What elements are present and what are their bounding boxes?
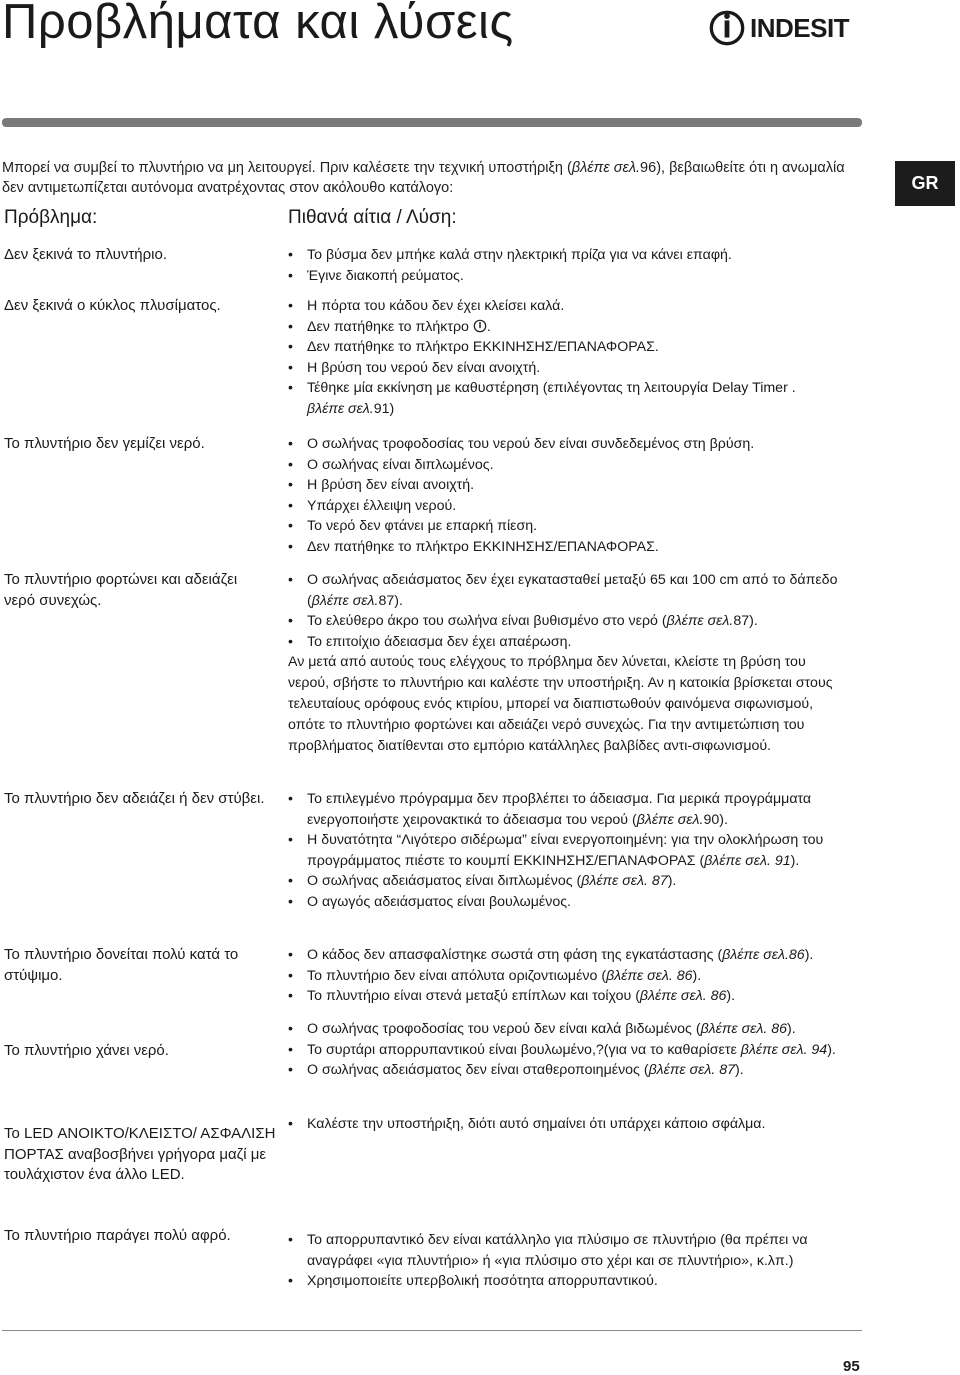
cause-item: • Έγινε διακοπή ρεύματος.	[288, 266, 868, 287]
cause-item: • Δεν πατήθηκε το πλήκτρο ΕΚΚΙΝΗΣΗΣ/ΕΠΑΝΑΦΟΡΑΣ.	[288, 537, 868, 558]
cause-item: • Ο σωλήνας τροφοδοσίας του νερού δεν είναι καλά βιδωμένος (βλέπε σελ. 86).	[288, 1019, 848, 1040]
cause-item: • Ο κάδος δεν απασφαλίστηκε σωστά στη φάση της εγκατάστασης (βλέπε σελ.86).	[288, 945, 868, 966]
causes-cycle-no-start	[288, 296, 868, 419]
causes-water-leak	[288, 1019, 848, 1081]
footer-rule	[2, 1330, 862, 1331]
cause-item: • Το ελεύθερο άκρο του σωλήνα είναι βυθισμένο στο νερό (βλέπε σελ.87).	[288, 611, 848, 632]
causes-no-drain	[288, 789, 868, 912]
cause-item: • Ο αγωγός αδειάσματος είναι βουλωμένος.	[288, 892, 868, 913]
cause-item: • Ο σωλήνας αδειάσματος είναι διπλωμένος (βλέπε σελ. 87).	[288, 871, 868, 892]
brand-logo	[708, 8, 849, 48]
cause-item: • Τέθηκε μία εκκίνηση με καθυστέρηση (επιλέγοντας τη λειτουργία Delay Timer . βλέπε σελ.91)	[288, 378, 868, 419]
language-tab: GR	[895, 161, 955, 206]
causes-led-blinking	[288, 1114, 868, 1135]
indesit-logo-icon	[708, 9, 746, 47]
power-button-icon	[473, 319, 487, 333]
page-number: 95	[843, 1358, 860, 1375]
header-rule	[2, 118, 862, 127]
cause-item: • Το απορρυπαντικό δεν είναι κατάλληλο για πλύσιμο σε πλυντήριο (θα πρέπει να αναγράφει «για πλυντήριο» ή «για πλύσιμο στο χέρι και σε πλυντήριο», κ.λπ.)	[288, 1230, 833, 1271]
cause-item: • Δεν πατήθηκε το πλήκτρο ΕΚΚΙΝΗΣΗΣ/ΕΠΑΝΑΦΟΡΑΣ.	[288, 337, 868, 358]
problem-continuous-fill: Το πλυντήριο φορτώνει και αδειάζει νερό συνεχώς.	[4, 571, 238, 609]
cause-item: • Η πόρτα του κάδου δεν έχει κλείσει καλά.	[288, 296, 868, 317]
cause-item: • Υπάρχει έλλειψη νερού.	[288, 496, 868, 517]
cause-item: • Καλέστε την υποστήριξη, διότι αυτό σημαίνει ότι υπάρχει κάποιο σφάλμα.	[288, 1114, 868, 1135]
cause-item: • Δεν πατήθηκε το πλήκτρο .	[288, 317, 868, 338]
cause-item: • Το βύσμα δεν μπήκε καλά στην ηλεκτρική πρίζα για να κάνει επαφή.	[288, 245, 868, 266]
cause-item: • Χρησιμοποιείτε υπερβολική ποσότητα απορρυπαντικού.	[288, 1271, 833, 1292]
cause-item: • Η βρύση του νερού δεν είναι ανοιχτή.	[288, 358, 868, 379]
cause-item: • Το πλυντήριο είναι στενά μεταξύ επίπλων και τοίχου (βλέπε σελ. 86).	[288, 986, 868, 1007]
cause-item: • Το συρτάρι απορρυπαντικού είναι βουλωμένο,?(για να το καθαρίσετε βλέπε σελ. 94).	[288, 1040, 848, 1061]
cause-item: • Το πλυντήριο δεν είναι απόλυτα οριζοντιωμένο (βλέπε σελ. 86).	[288, 966, 868, 987]
brand-name: INDESIT	[750, 12, 850, 43]
problem-no-drain: Το πλυντήριο δεν αδειάζει ή δεν στύβει.	[4, 790, 265, 807]
cause-item: • Η δυνατότητα “Λιγότερο σιδέρωμα” είναι ενεργοποιημένη: για την ολοκλήρωση του προγράμματος πιέστε το κουμπί ΕΚΚΙΝΗΣΗΣ/ΕΠΑΝΑΦΟΡΑΣ (βλέπε σελ. 91).	[288, 830, 868, 871]
solution-column-header: Πιθανά αίτια / Λύση:	[288, 207, 457, 228]
problem-led-blinking: Το LED ΑΝΟΙΚΤΟ/ΚΛΕΙΣΤΟ/ ΑΣΦΑΛΙΣΗ ΠΟΡΤΑΣ αναβοσβήνει γρήγορα μαζί με τουλάχιστον ένα άλλο LED.	[4, 1125, 276, 1183]
problem-excess-foam: Το πλυντήριο παράγει πολύ αφρό.	[4, 1227, 231, 1244]
problem-no-start: Δεν ξεκινά το πλυντήριο.	[4, 246, 168, 263]
page-title: Προβλήματα και λύσεις	[2, 0, 514, 49]
causes-continuous-fill	[288, 570, 848, 652]
causes-excess-foam	[288, 1230, 833, 1292]
cause-item: • Ο σωλήνας είναι διπλωμένος.	[288, 455, 868, 476]
cause-item: • Το επιλεγμένο πρόγραμμα δεν προβλέπει το άδειασμα. Για μερικά προγράμματα ενεργοποιήστε χειρονακτικά το άδειασμα του νερού (βλέπε σελ.90).	[288, 789, 868, 830]
problem-cycle-no-start: Δεν ξεκινά ο κύκλος πλυσίματος.	[4, 297, 221, 314]
causes-vibration	[288, 945, 868, 1007]
causes-no-water	[288, 434, 868, 557]
problem-water-leak: Το πλυντήριο χάνει νερό.	[4, 1042, 169, 1059]
cause-item: • Ο σωλήνας αδειάσματος δεν έχει εγκατασταθεί μεταξύ 65 και 100 cm από το δάπεδο (βλέπε σελ.87).	[288, 570, 848, 611]
intro-text: Μπορεί να συμβεί το πλυντήριο να μη λειτουργεί. Πριν καλέσετε την τεχνική υποστήριξη (βλέπε σελ.96), βεβαιωθείτε ότι η ανωμαλία δεν αντιμετωπίζεται αυτόνομα ανατρέχοντας στον ακόλουθο κατάλογο:	[2, 160, 845, 196]
cause-item: • Ο σωλήνας τροφοδοσίας του νερού δεν είναι συνδεδεμένος στη βρύση.	[288, 434, 868, 455]
problem-vibration: Το πλυντήριο δονείται πολύ κατά το στύψιμο.	[4, 946, 239, 984]
cause-item: • Η βρύση δεν είναι ανοιχτή.	[288, 475, 868, 496]
cause-item: • Το νερό δεν φτάνει με επαρκή πίεση.	[288, 516, 868, 537]
siphon-note: Αν μετά από αυτούς τους ελέγχους το πρόβλημα δεν λύνεται, κλείστε τη βρύση του νερού, σβήστε το πλυντήριο και καλέστε την υποστήριξη. Αν η κατοικία βρίσκεται στους τελευταίους ορόφους ενός κτιρίου, μπορεί να διαπιστωθούν φαινόμενα σιφωνισμού, οπότε το πλυντήριο φορτώνει και αδειάζει νερό συνεχώς. Για την αντιμετώπιση του προβλήματος διατίθενται στο εμπόριο κατάλληλες βαλβίδες αντι-σιφωνισμού.	[288, 654, 833, 754]
cause-item: • Το επιτοίχιο άδειασμα δεν έχει απαέρωση.	[288, 632, 848, 653]
problem-no-water: Το πλυντήριο δεν γεμίζει νερό.	[4, 435, 205, 452]
cause-item: • Ο σωλήνας αδειάσματος δεν είναι σταθεροποιημένος (βλέπε σελ. 87).	[288, 1060, 848, 1081]
problem-column-header: Πρόβλημα:	[4, 207, 98, 228]
causes-no-start	[288, 245, 868, 286]
